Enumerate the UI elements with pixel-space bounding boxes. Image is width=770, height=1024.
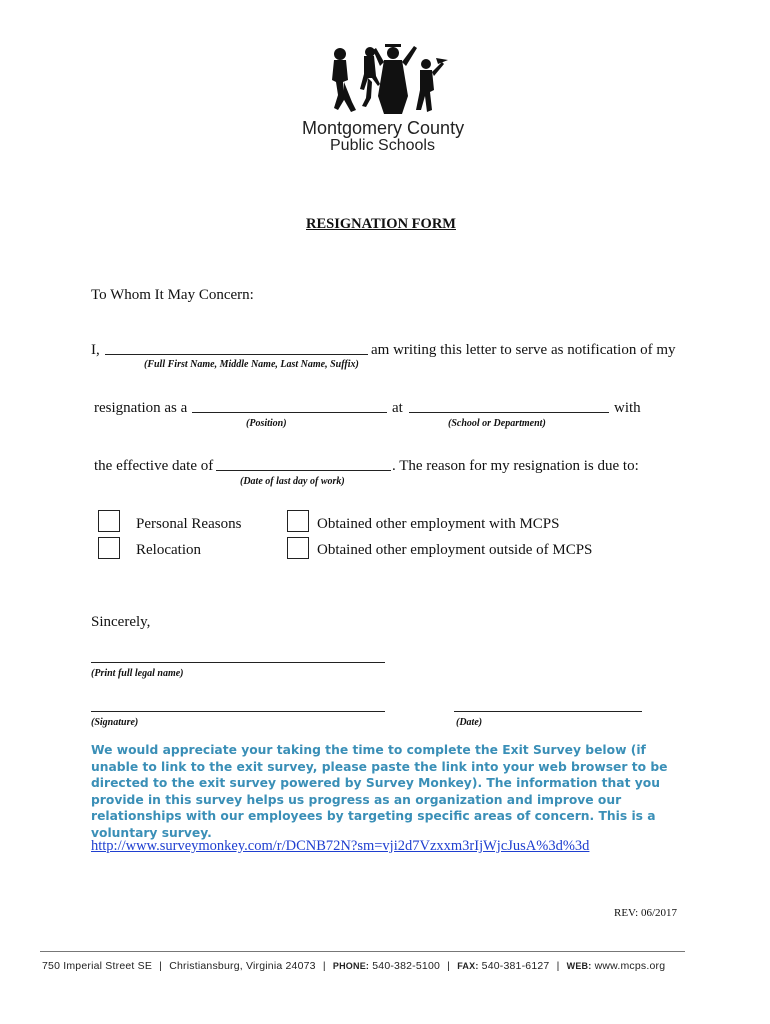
line2-mid: at (392, 400, 403, 416)
employment-outside-mcps-label: Obtained other employment outside of MCPS (317, 542, 593, 558)
position-field[interactable] (192, 412, 387, 413)
footer-separator: | (556, 960, 560, 972)
last-day-field[interactable] (216, 470, 391, 471)
line1-suffix: am writing this letter to serve as notification of my (371, 342, 676, 358)
school-department-field[interactable] (409, 412, 609, 413)
line1-prefix: I, (91, 342, 100, 358)
signature-caption: (Signature) (91, 717, 139, 728)
org-name-line2: Public Schools (330, 137, 435, 154)
line3-prefix: the effective date of (94, 458, 214, 474)
footer-web[interactable]: www.mcps.org (594, 960, 666, 972)
employment-within-mcps-label: Obtained other employment with MCPS (317, 516, 560, 532)
revision-date: REV: 06/2017 (614, 907, 678, 919)
mcps-logo-icon (328, 40, 448, 116)
footer-separator: | (159, 960, 163, 972)
footer-separator: | (447, 960, 451, 972)
signature-field[interactable] (91, 711, 385, 712)
footer-divider (40, 951, 685, 952)
line3-suffix: . The reason for my resignation is due to: (392, 458, 639, 474)
position-caption: (Position) (246, 418, 287, 429)
org-name-line1: Montgomery County (302, 118, 465, 138)
line2-suffix: with (614, 400, 641, 416)
personal-reasons-checkbox[interactable] (98, 510, 120, 532)
relocation-checkbox[interactable] (98, 537, 120, 559)
footer-city: Christiansburg, Virginia 24073 (169, 960, 316, 972)
footer-separator: | (322, 960, 326, 972)
closing: Sincerely, (91, 614, 151, 630)
footer-phone: 540-382-5100 (372, 960, 441, 972)
footer-fax-label: FAX: (457, 961, 479, 971)
sign-date-caption: (Date) (456, 717, 483, 728)
personal-reasons-label: Personal Reasons (136, 516, 242, 532)
print-name-caption: (Print full legal name) (91, 668, 184, 679)
footer-phone-label: PHONE: (332, 961, 370, 971)
relocation-label: Relocation (136, 542, 201, 558)
salutation: To Whom It May Concern: (91, 287, 254, 303)
employment-within-mcps-checkbox[interactable] (287, 510, 309, 532)
footer-address: 750 Imperial Street SE (42, 960, 153, 972)
exit-survey-link[interactable]: http://www.surveymonkey.com/r/DCNB72N?sm=vji2d7Vzxxm3rIjWjcJusA%3d%3d (91, 838, 590, 854)
footer-web-label: WEB: (566, 961, 592, 971)
footer-fax: 540-381-6127 (481, 960, 550, 972)
full-name-caption: (Full First Name, Middle Name, Last Name, Suffix) (144, 359, 359, 370)
full-name-field[interactable] (105, 354, 368, 355)
form-title: RESIGNATION FORM (306, 216, 456, 232)
line2-prefix: resignation as a (94, 400, 188, 416)
sign-date-field[interactable] (454, 711, 642, 712)
school-caption: (School or Department) (448, 418, 546, 429)
print-name-field[interactable] (91, 662, 385, 663)
last-day-caption: (Date of last day of work) (240, 476, 345, 487)
footer-contact (42, 960, 665, 972)
exit-survey-note: We would appreciate your taking the time to complete the Exit Survey below (if unable to link to the exit survey, please paste the link into your web browser to be directed to the exit survey powered by Survey Monkey). The information that you provide in this survey helps us progress as an organization and improve our relationships with our employees by targeting specific areas of concern. This is a voluntary survey. (91, 743, 668, 840)
employment-outside-mcps-checkbox[interactable] (287, 537, 309, 559)
